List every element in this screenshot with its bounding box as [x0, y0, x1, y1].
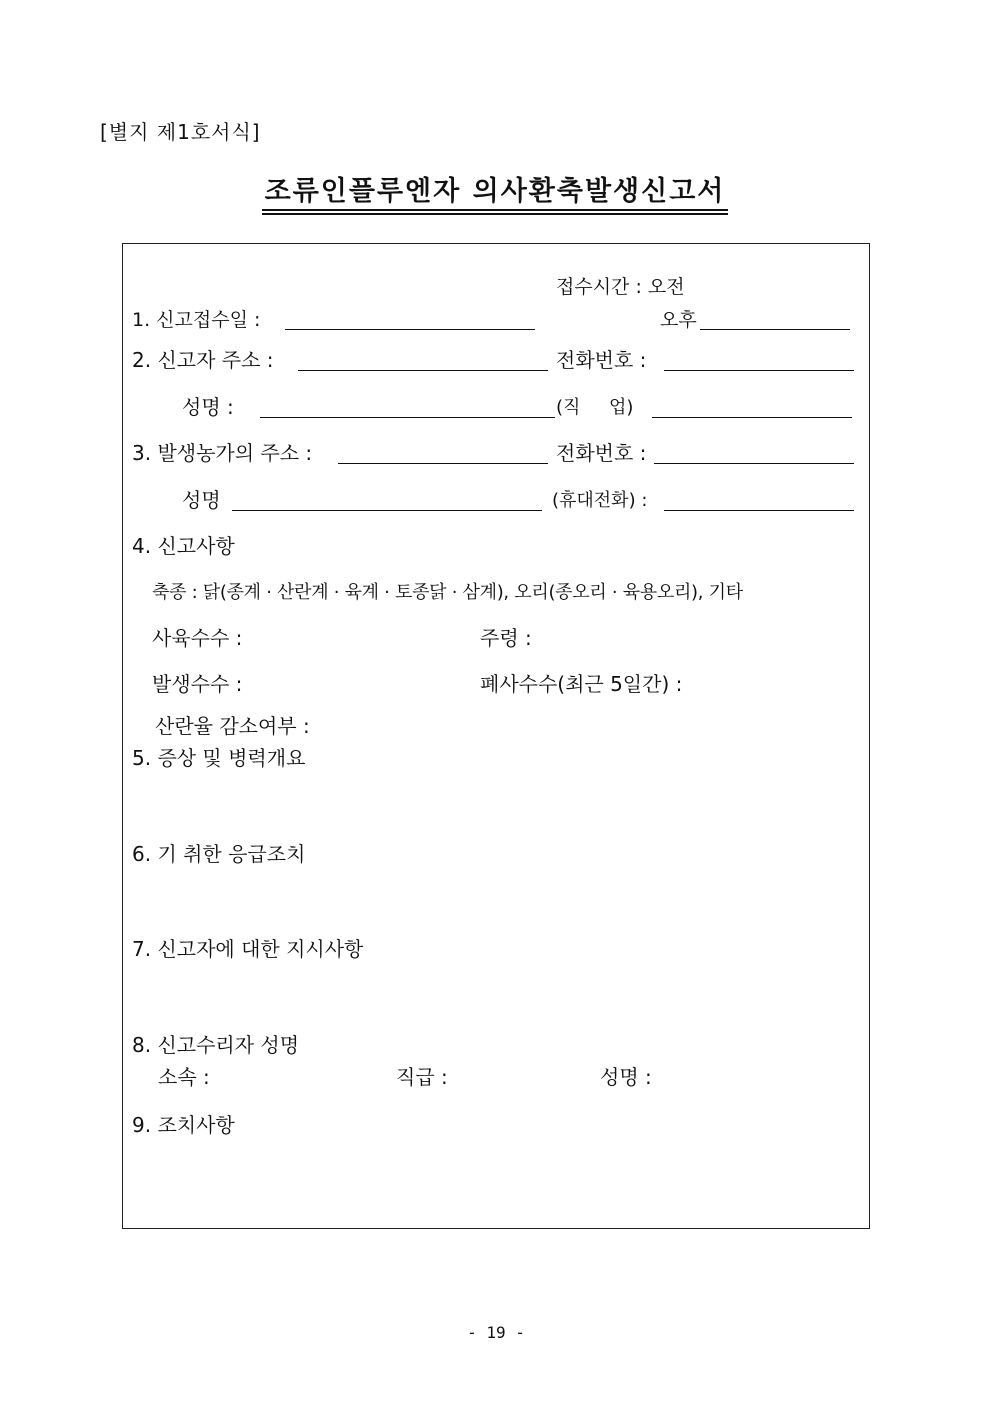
reporter-job-label: (직 업) — [556, 397, 634, 418]
receipt-pm-field[interactable] — [700, 329, 850, 330]
reporter-address-field[interactable] — [298, 370, 548, 371]
receiver-rank-label: 직급 : — [396, 1065, 448, 1089]
farm-name-label: 성명 — [182, 488, 221, 512]
reporter-job-field[interactable] — [652, 417, 852, 418]
reporter-phone-field[interactable] — [664, 370, 854, 371]
receipt-pm-label: 오후 — [660, 309, 697, 331]
farm-address-field[interactable] — [338, 463, 548, 464]
title-underline-2 — [262, 213, 728, 215]
section-5-heading: 5. 증상 및 병력개요 — [132, 746, 306, 770]
reporter-name-label: 성명 : — [182, 395, 234, 419]
egg-drop-label: 산란율 감소여부 : — [155, 714, 310, 738]
head-count-label: 사육수수 : — [152, 626, 243, 650]
reporter-name-field[interactable] — [260, 417, 555, 418]
farm-phone-field[interactable] — [654, 463, 854, 464]
age-label: 주령 : — [480, 626, 532, 650]
reporter-phone-label: 전화번호 : — [556, 348, 647, 372]
receipt-date-label: 1. 신고접수일 : — [132, 309, 261, 331]
section-9-heading: 9. 조치사항 — [132, 1113, 235, 1137]
farm-phone-label: 전화번호 : — [556, 441, 647, 465]
reporter-address-label: 2. 신고자 주소 : — [132, 348, 274, 372]
section-6-heading: 6. 기 취한 응급조치 — [132, 842, 306, 866]
death-count-label: 폐사수수(최근 5일간) : — [480, 672, 683, 696]
receipt-date-field[interactable] — [285, 329, 535, 330]
receiver-name-label: 성명 : — [600, 1065, 652, 1089]
species-line: 축종 : 닭(종계 · 산란계 · 육계 · 토종닭 · 삼계), 오리(종오리 · 육용오리), 기타 — [152, 582, 743, 603]
farm-address-label: 3. 발생농가의 주소 : — [132, 441, 313, 465]
farm-mobile-label: (휴대전화) : — [552, 490, 648, 511]
report-heading: 4. 신고사항 — [132, 534, 235, 558]
outbreak-count-label: 발생수수 : — [152, 672, 243, 696]
receiver-affiliation-label: 소속 : — [158, 1065, 210, 1089]
farm-mobile-field[interactable] — [664, 510, 854, 511]
form-label: [별지 제1호서식] — [100, 120, 261, 144]
section-7-heading: 7. 신고자에 대한 지시사항 — [132, 937, 364, 961]
receiver-heading: 8. 신고수리자 성명 — [132, 1033, 300, 1057]
receipt-time-label: 접수시간 : 오전 — [556, 276, 685, 298]
farm-name-field[interactable] — [232, 510, 542, 511]
page-number: - 19 - — [467, 1323, 525, 1342]
document-title: 조류인플루엔자 의사환축발생신고서 — [264, 176, 726, 207]
title-underline-1 — [262, 209, 728, 211]
